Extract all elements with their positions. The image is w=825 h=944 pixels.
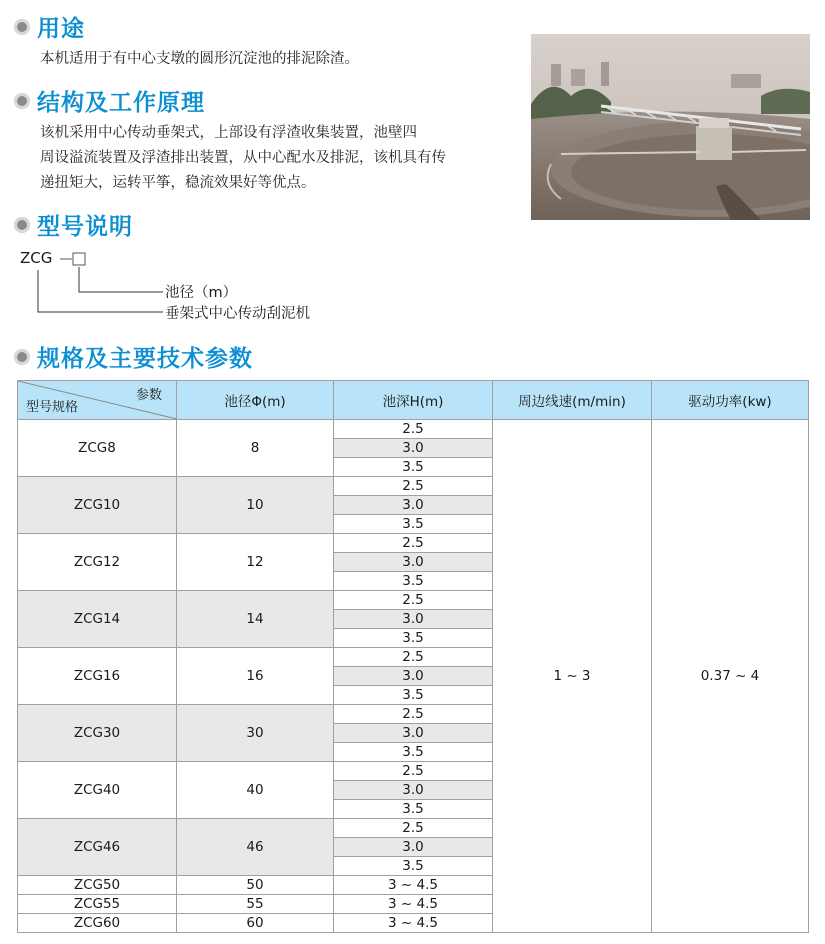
cell-depth: 3.5 (334, 857, 493, 876)
model-label-diameter: 池径（m） (165, 285, 238, 301)
cell-power: 0.37 ~ 4 (652, 420, 809, 933)
cell-depth: 2.5 (334, 648, 493, 667)
cell-depth: 3.5 (334, 458, 493, 477)
cell-model: ZCG40 (18, 762, 177, 819)
bullet-icon (14, 349, 30, 365)
header-corner (18, 381, 177, 420)
cell-diameter: 40 (177, 762, 334, 819)
heading-usage (14, 10, 85, 43)
cell-depth: 3.5 (334, 572, 493, 591)
table-header-row (18, 381, 809, 420)
model-label-type: 垂架式中心传动刮泥机 (165, 306, 310, 322)
heading-specs (14, 340, 253, 373)
cell-depth: 2.5 (334, 534, 493, 553)
heading-model-text: 型号说明 (37, 214, 133, 240)
cell-depth: 3.5 (334, 515, 493, 534)
spec-table (17, 380, 809, 933)
structure-line-3: 递扭矩大，运转平筝，稳流效果好等优点。 (40, 175, 316, 191)
cell-depth: 3.0 (334, 724, 493, 743)
header-depth: 池深H(m) (334, 381, 493, 420)
cell-diameter: 10 (177, 477, 334, 534)
cell-depth: 3.5 (334, 800, 493, 819)
cell-diameter: 14 (177, 591, 334, 648)
cell-depth: 2.5 (334, 705, 493, 724)
cell-diameter: 50 (177, 876, 334, 895)
bullet-icon (14, 19, 30, 35)
cell-depth: 3.5 (334, 743, 493, 762)
bullet-icon (14, 217, 30, 233)
corner-bottom-label: 型号规格 (26, 400, 79, 415)
header-diameter: 池径Φ(m) (177, 381, 334, 420)
model-diagram-lines (18, 248, 168, 320)
cell-depth: 3.5 (334, 629, 493, 648)
cell-model: ZCG46 (18, 819, 177, 876)
usage-text: 本机适用于有中心支墩的圆形沉淀池的排泥除渣。 (40, 51, 359, 67)
sedimentation-tank-photo (531, 34, 810, 220)
cell-model: ZCG12 (18, 534, 177, 591)
cell-model: ZCG8 (18, 420, 177, 477)
corner-top-label: 参数 (135, 388, 162, 403)
cell-model: ZCG10 (18, 477, 177, 534)
cell-depth: 3.0 (334, 838, 493, 857)
heading-model (14, 208, 133, 241)
cell-depth: 3.0 (334, 781, 493, 800)
cell-depth: 3.0 (334, 553, 493, 572)
header-speed: 周边线速(m/min) (493, 381, 652, 420)
cell-model: ZCG14 (18, 591, 177, 648)
cell-depth: 2.5 (334, 762, 493, 781)
cell-depth: 3.0 (334, 439, 493, 458)
heading-structure (14, 84, 205, 117)
heading-specs-text: 规格及主要技术参数 (37, 346, 253, 372)
cell-model: ZCG50 (18, 876, 177, 895)
heading-usage-text: 用途 (37, 16, 85, 42)
cell-diameter: 12 (177, 534, 334, 591)
heading-structure-text: 结构及工作原理 (37, 90, 205, 116)
cell-depth: 3.0 (334, 667, 493, 686)
cell-diameter: 55 (177, 895, 334, 914)
cell-diameter: 60 (177, 914, 334, 933)
cell-diameter: 30 (177, 705, 334, 762)
cell-speed: 1 ~ 3 (493, 420, 652, 933)
cell-model: ZCG16 (18, 648, 177, 705)
model-code: ZCG (20, 249, 53, 267)
structure-line-1: 该机采用中心传动垂架式，上部设有浮渣收集装置，池壁四 (40, 125, 417, 141)
cell-depth: 3.5 (334, 686, 493, 705)
cell-depth: 3 ~ 4.5 (334, 895, 493, 914)
cell-model: ZCG30 (18, 705, 177, 762)
cell-depth: 2.5 (334, 819, 493, 838)
cell-depth: 3 ~ 4.5 (334, 914, 493, 933)
cell-model: ZCG60 (18, 914, 177, 933)
cell-depth: 2.5 (334, 591, 493, 610)
cell-depth: 3 ~ 4.5 (334, 876, 493, 895)
bullet-icon (14, 93, 30, 109)
cell-diameter: 46 (177, 819, 334, 876)
cell-diameter: 8 (177, 420, 334, 477)
cell-model: ZCG55 (18, 895, 177, 914)
cell-depth: 3.0 (334, 496, 493, 515)
cell-depth: 2.5 (334, 477, 493, 496)
header-power: 驱动功率(kw) (652, 381, 809, 420)
table-row (18, 420, 809, 439)
cell-diameter: 16 (177, 648, 334, 705)
cell-depth: 3.0 (334, 610, 493, 629)
structure-line-2: 周设溢流装置及浮渣排出装置，从中心配水及排泥，该机具有传 (40, 150, 446, 166)
cell-depth: 2.5 (334, 420, 493, 439)
